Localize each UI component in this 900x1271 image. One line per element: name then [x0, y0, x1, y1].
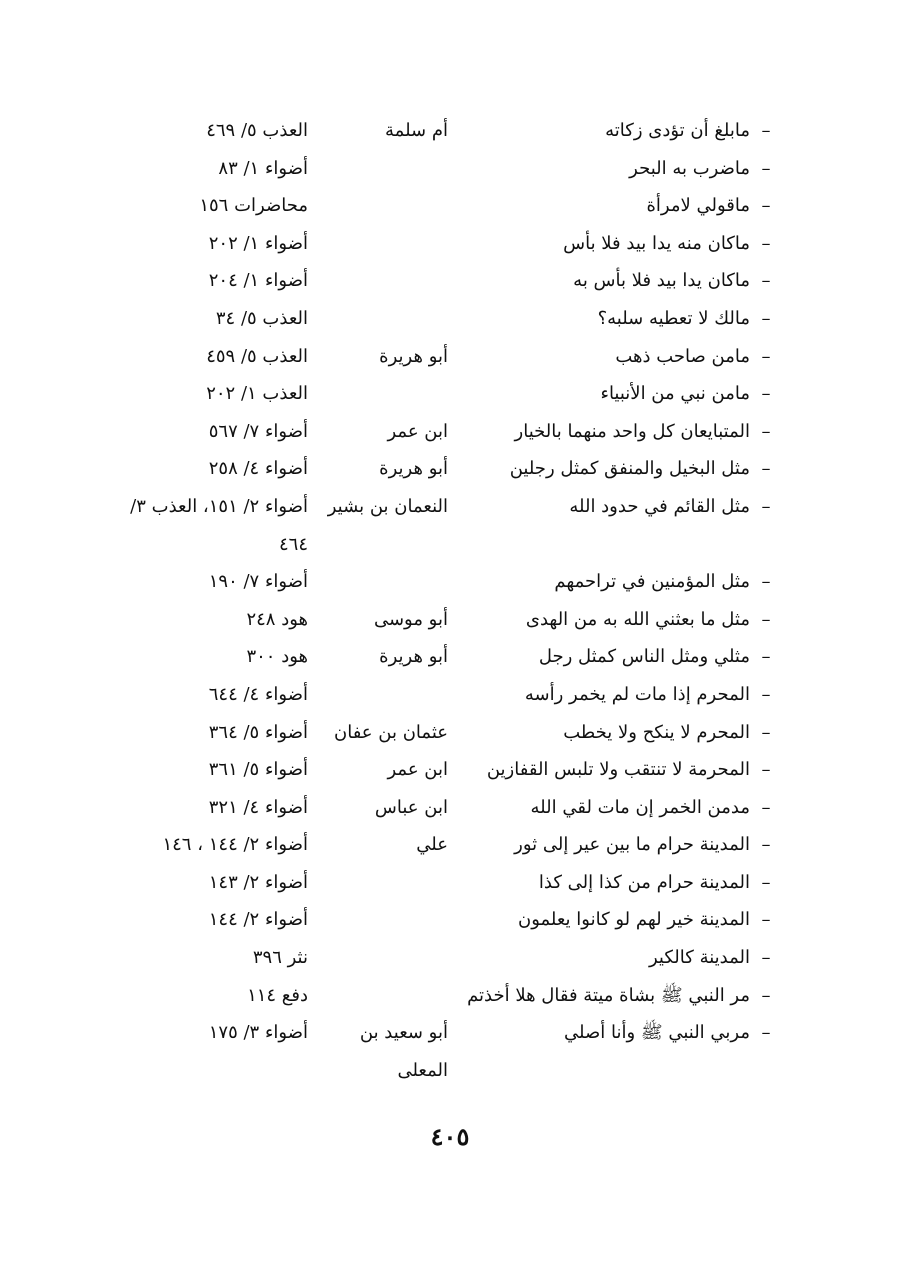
source-reference: أضواء ٣/ ١٧٥ — [208, 1022, 308, 1044]
bullet-dash: – — [761, 796, 771, 818]
hadith-text: ماكان يدا بيد فلا بأس به — [573, 270, 750, 292]
list-item — [0, 563, 900, 601]
source-reference: دفع ١١٤ — [247, 984, 308, 1006]
list-item — [0, 939, 900, 977]
bullet-dash: – — [761, 759, 771, 781]
list-item — [0, 1014, 900, 1089]
hadith-text: مر النبي ﷺ بشاة ميتة فقال هلا أخذتم — [467, 984, 750, 1006]
list-item — [0, 375, 900, 413]
hadith-index-list — [0, 112, 900, 1089]
hadith-text: مثل القائم في حدود الله — [569, 495, 750, 517]
source-reference: أضواء ١/ ٢٠٤ — [208, 270, 308, 292]
hadith-text: المدينة حرام ما بين عير إلى ثور — [514, 834, 750, 856]
list-item — [0, 789, 900, 827]
list-item — [0, 864, 900, 902]
narrator-name: أبو هريرة — [379, 646, 448, 668]
source-reference: أضواء ٧/ ٥٦٧ — [208, 420, 308, 442]
list-item — [0, 676, 900, 714]
hadith-text: مثل المؤمنين في تراحمهم — [554, 571, 750, 593]
list-item — [0, 488, 900, 563]
bullet-dash: – — [761, 195, 771, 217]
bullet-dash: – — [761, 871, 771, 893]
bullet-dash: – — [761, 495, 771, 517]
list-item — [0, 225, 900, 263]
hadith-text: مامن نبي من الأنبياء — [600, 383, 750, 405]
hadith-text: المدينة خير لهم لو كانوا يعلمون — [517, 909, 750, 931]
hadith-text: المدينة حرام من كذا إلى كذا — [538, 871, 750, 893]
source-reference: أضواء ١/ ٢٠٢ — [208, 232, 308, 254]
source-reference: العذب ٥/ ٣٤ — [215, 307, 308, 329]
hadith-text: ماضرب به البحر — [629, 157, 750, 179]
bullet-dash: – — [761, 420, 771, 442]
list-item — [0, 413, 900, 451]
source-reference: أضواء ٢/ ١٤٤ ، ١٤٦ — [162, 834, 308, 856]
hadith-text: مامن صاحب ذهب — [615, 345, 750, 367]
bullet-dash: – — [761, 721, 771, 743]
hadith-text: ماكان منه يدا بيد فلا بأس — [563, 232, 750, 254]
list-item — [0, 150, 900, 188]
list-item — [0, 901, 900, 939]
hadith-text: المحرم إذا مات لم يخمر رأسه — [524, 683, 750, 705]
source-reference: نثر ٣٩٦ — [252, 947, 308, 969]
hadith-text: المدينة كالكير — [649, 947, 750, 969]
source-reference: هود ٢٤٨ — [246, 608, 308, 630]
hadith-text: مثل البخيل والمنفق كمثل رجلين — [509, 458, 750, 480]
bullet-dash: – — [761, 383, 771, 405]
list-item — [0, 638, 900, 676]
hadith-text: مابلغ أن تؤدى زكاته — [605, 120, 750, 141]
narrator-name: أبو هريرة — [379, 458, 448, 480]
source-reference: العذب ٥/ ٤٦٩ — [206, 120, 308, 141]
bullet-dash: – — [761, 458, 771, 480]
list-item — [0, 262, 900, 300]
source-reference: أضواء ٢/ ١٤٣ — [208, 871, 308, 893]
narrator-name: أم سلمة — [385, 120, 448, 141]
source-reference: العذب ٥/ ٤٥٩ — [206, 345, 308, 367]
bullet-dash: – — [761, 947, 771, 969]
list-item — [0, 977, 900, 1015]
bullet-dash: – — [761, 571, 771, 593]
hadith-text: مدمن الخمر إن مات لقي الله — [530, 796, 750, 818]
bullet-dash: – — [761, 307, 771, 329]
narrator-name: ابن عمر — [387, 759, 448, 781]
list-item — [0, 187, 900, 225]
source-reference: أضواء ٧/ ١٩٠ — [208, 571, 308, 593]
narrator-name: ابن عباس — [374, 796, 448, 818]
hadith-text: مثل ما بعثني الله به من الهدى — [525, 608, 750, 630]
source-reference: أضواء ١/ ٨٣ — [218, 157, 308, 179]
list-item — [0, 751, 900, 789]
bullet-dash: – — [761, 984, 771, 1006]
source-reference: أضواء ٢/ ١٤٤ — [208, 909, 308, 931]
narrator-name: ابن عمر — [387, 420, 448, 442]
narrator-name: أبو هريرة — [379, 345, 448, 367]
bullet-dash: – — [761, 1022, 771, 1044]
source-reference: هود ٣٠٠ — [246, 646, 308, 668]
narrator-name: أبو سعيد بن المعلى — [359, 1022, 448, 1081]
bullet-dash: – — [761, 270, 771, 292]
hadith-text: المحرمة لا تنتقب ولا تلبس القفازين — [486, 759, 750, 781]
bullet-dash: – — [761, 157, 771, 179]
bullet-dash: – — [761, 608, 771, 630]
bullet-dash: – — [761, 120, 771, 141]
list-item — [0, 338, 900, 376]
bullet-dash: – — [761, 232, 771, 254]
source-reference: أضواء ٤/ ٣٢١ — [208, 796, 308, 818]
source-reference: أضواء ٢/ ١٥١، العذب ٣/ ٤٦٤ — [130, 495, 308, 555]
source-reference: محاضرات ١٥٦ — [199, 195, 308, 217]
page-number: ٤٠٥ — [430, 1122, 470, 1151]
source-reference: أضواء ٥/ ٣٦٤ — [208, 721, 308, 743]
bullet-dash: – — [761, 683, 771, 705]
narrator-name: أبو موسى — [373, 608, 448, 630]
hadith-text: مثلي ومثل الناس كمثل رجل — [538, 646, 750, 668]
narrator-name: علي — [416, 834, 448, 856]
hadith-text: المحرم لا ينكح ولا يخطب — [563, 721, 750, 743]
bullet-dash: – — [761, 909, 771, 931]
narrator-name: عثمان بن عفان — [334, 721, 448, 743]
hadith-text: المتبايعان كل واحد منهما بالخيار — [514, 420, 750, 442]
bullet-dash: – — [761, 646, 771, 668]
list-item — [0, 714, 900, 752]
list-item — [0, 112, 900, 150]
bullet-dash: – — [761, 345, 771, 367]
source-reference: أضواء ٥/ ٣٦١ — [208, 759, 308, 781]
hadith-text: ماقولي لامرأة — [646, 195, 750, 217]
list-item — [0, 601, 900, 639]
narrator-name: النعمان بن بشير — [327, 495, 448, 517]
list-item — [0, 300, 900, 338]
hadith-text: مربي النبي ﷺ وأنا أصلي — [563, 1022, 750, 1044]
source-reference: العذب ١/ ٢٠٢ — [206, 383, 308, 405]
hadith-text: مالك لا تعطيه سلبه؟ — [597, 307, 750, 329]
list-item — [0, 826, 900, 864]
source-reference: أضواء ٤/ ٢٥٨ — [208, 458, 308, 480]
list-item — [0, 450, 900, 488]
source-reference: أضواء ٤/ ٦٤٤ — [208, 683, 308, 705]
bullet-dash: – — [761, 834, 771, 856]
